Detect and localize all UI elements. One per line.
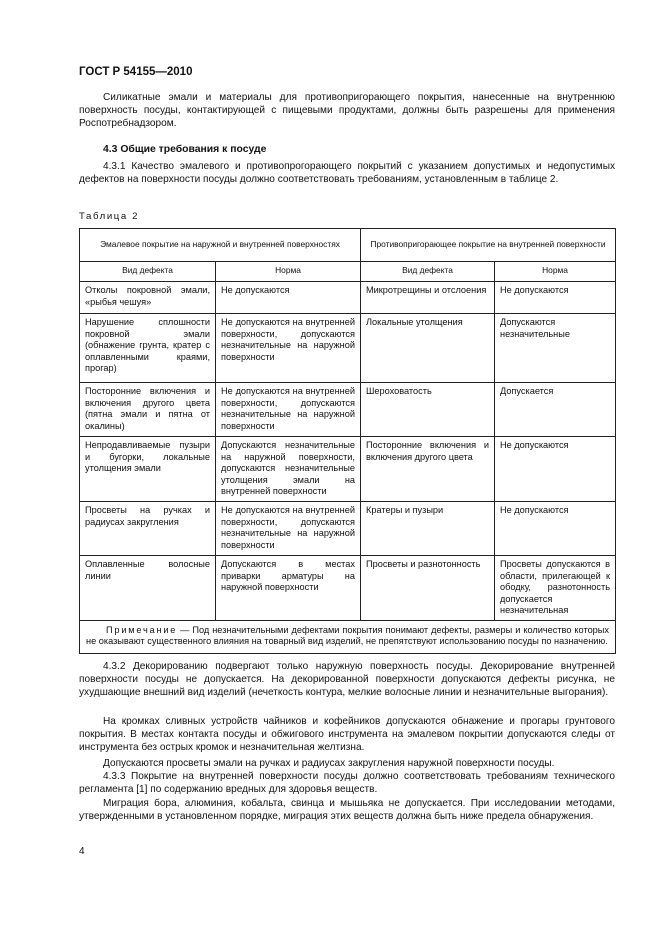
table-cell: Не допускаются на внутренней поверхности, допускаются незначительные на наружной поверхности [216,314,361,383]
column-header-defect-type: Вид дефекта [80,262,216,282]
table-cell: Допускаются незначительные на наружной поверхности, допускаются незначительные утолщения эмали на внутренней поверхности [216,437,361,502]
table-row [80,383,616,437]
table-cell: Не допускаются [216,282,361,314]
table-cell: Микротрещины и отслоения [361,282,495,314]
paragraph-4-3-3: 4.3.3 Покрытие на внутренней поверхности посуды должно соответствовать требованиям технического регламента [1] по содержанию вредных для здоровья веществ. [79,771,615,795]
table-cell: Кратеры и пузыри [361,502,495,556]
intro-paragraph: Силикатные эмали и материалы для противопригорающего покрытия, нанесенные на внутреннюю поверхность посуды, контактирующей с пищевыми продуктами, должны быть разрешены для применения Роспотребнадзором. [79,92,615,129]
table-column-header-row [80,262,616,282]
table-cell: Не допускаются на внутренней поверхности, допускаются незначительные на наружной поверхности [216,502,361,556]
table-cell: Отколы покровной эмали, «рыбья чешуя» [80,282,216,314]
paragraph-4-3-2: 4.3.2 Декорированию подвергают только наружную поверхность посуды. Декорирование внутренней поверхности посуды не допускается. На декорированной поверхности допускаются дефекты рисунка, не ухудшающие внешний вид изделий (нечеткость контура, мелкие волосные линии и незначительные выгорания). [79,661,615,698]
document-header: ГОСТ Р 54155—2010 [79,66,193,78]
paragraph-4-3-1: 4.3.1 Качество эмалевого и противопрогорающего покрытий с указанием допустимых и недопустимых дефектов на поверхности посуды должно соответствовать требованиям, установленным в таблице 2. [79,161,615,185]
paragraph-edges: На кромках сливных устройств чайников и кофейников допускаются обнажение и прогары грунтового покрытия. В местах контакта посуды и обжигового инструмента на эмалевом покрытии допускаются следы от инструмента без острых кромок и незначительная желтизна. [79,716,615,753]
table-cell: Допускаются незначительные [495,314,616,383]
table-row [80,437,616,502]
table-cell: Шероховатость [361,383,495,437]
column-header-defect-type: Вид дефекта [361,262,495,282]
column-header-norm: Норма [495,262,616,282]
column-header-norm: Норма [216,262,361,282]
note-label: Примечание [106,624,178,635]
table-cell: Нарушение сплошности покровной эмали (обнажение грунта, кратер с оплавленными краями, прогар) [80,314,216,383]
table-cell: Просветы допускаются в области, прилегающей к ободку, разнотонность допускается незначительная [495,556,616,621]
group-header-nonstick: Противопригорающее покрытие на внутренней поверхности [361,229,616,262]
table-cell: Оплавленные волосные линии [80,556,216,621]
table-cell: Просветы на ручках и радиусах закругления [80,502,216,556]
table-caption: Таблица 2 [79,211,140,222]
table-cell: Не допускаются [495,502,616,556]
note-text: — Под незначительными дефектами покрытия понимают дефекты, размеры и количество которых не оказывают существенного влияния на товарный вид изделий, не препятствуют использованию посуды по назначению. [86,624,609,646]
paragraph-gaps: Допускаются просветы эмали на ручках и радиусах закругления наружной поверхности посуды. [103,758,555,769]
table-note [80,620,616,653]
table-row [80,502,616,556]
defects-table [79,228,616,654]
table-row [80,314,616,383]
table-cell: Просветы и разнотонность [361,556,495,621]
table-cell: Допускается [495,383,616,437]
paragraph-migration: Миграция бора, алюминия, кобальта, свинца и мышьяка не допускается. При исследовании методами, утвержденными в установленном порядке, миграция этих веществ должна быть ниже предела обнаружения. [79,798,615,822]
table-cell: Не допускаются на внутренней поверхности, допускаются незначительные на наружной поверхности [216,383,361,437]
table-cell: Не допускаются [495,282,616,314]
table-row [80,282,616,314]
page-number: 4 [79,846,85,857]
section-heading: 4.3 Общие требования к посуде [103,144,267,155]
table-cell: Не допускаются [495,437,616,502]
table-row [80,556,616,621]
table-cell: Посторонние включения и включения другого цвета [361,437,495,502]
table-group-header-row [80,229,616,262]
table-note-row [80,620,616,653]
table-cell: Допускаются в местах приварки арматуры на наружной поверхности [216,556,361,621]
table-cell: Локальные утолщения [361,314,495,383]
table-cell: Посторонние включения и включения другого цвета (пятна эмали и пятна от окалины) [80,383,216,437]
table-cell: Непродавливаемые пузыри и бугорки, локальные утолщения эмали [80,437,216,502]
group-header-enamel: Эмалевое покрытие на наружной и внутренней поверхностях [80,229,361,262]
